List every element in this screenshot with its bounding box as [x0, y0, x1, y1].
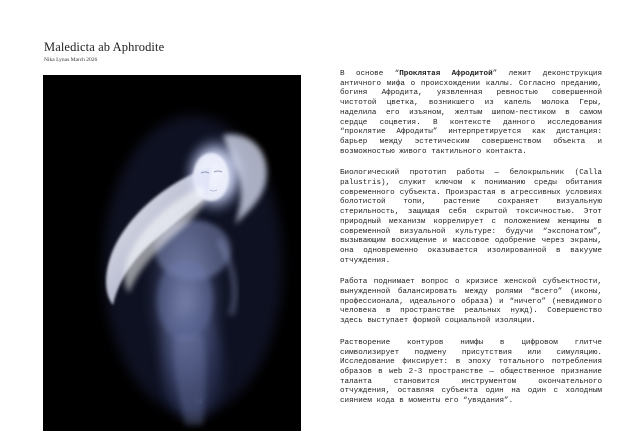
paragraph-4: Растворение контуров нимфы в цифровом глитче символизирует подмену присутствия или симуляцию. Исследование фиксирует: в эпоху тотального потребления образов в web 2-3 пространстве — общественное признание таланта становится инструментом окончательного отчуждения, оставляя субъекта один на один с холодным сиянием кода в моменты его “увядания”. [340, 338, 602, 406]
artwork-title-inline: Проклятая Афродитой [399, 70, 493, 78]
document-title: Maledicta ab Aphrodite [44, 40, 165, 54]
paragraph-3: Работа поднимает вопрос о кризисе женской субъектности, вынужденной балансировать между ролями “всего” (иконы, профессионала, идеального образа) и “ничего” (невидимого человека в пространстве реальных нужд). Совершенство здесь выступает формой социальной изоляции. [340, 278, 602, 326]
paragraph-1-lead: В основе “ [340, 70, 400, 78]
paragraph-1-rest: ” лежит деконструкция античного мифа о происхождении каллы. Согласно преданию, богиня Афродита, уязвленная ревностью совершенной чистотой цветка, возникшего из капель молока Геры, наделила его изъяном, желтым шипом-пестиком в самом сердце соцветия. В контексте данного исследования “проклятие Афродиты” интерпретируется как дистанция: барьер между эстетическим совершенством объекта и возможностью живого тактильного контакта. [340, 70, 603, 156]
artwork-image [43, 75, 301, 431]
body-text [340, 70, 602, 419]
document-byline: Nika Lynas March 2026 [44, 57, 98, 63]
paragraph-2: Биологический прототип работы — белокрыльник (Calla palustris), служит ключом к пониманию среды обитания современного субъекта. Произрастая в агрессивных условиях болотистой топи, растение сохраняет визуальную стерильность, защищая себя скрытой токсичностью. Этот природный механизм коррелирует с положением женщины в современной визуальной культуре: будучи “экспонатом”, вызывающим восхищение и массовое одобрение через экраны, она одновременно оказывается изолированной в вакууме отчуждения. [340, 169, 602, 265]
svg-text:NL: NL [195, 399, 203, 405]
ghostly-nymph-figure [43, 75, 301, 431]
paragraph-1 [340, 70, 602, 157]
